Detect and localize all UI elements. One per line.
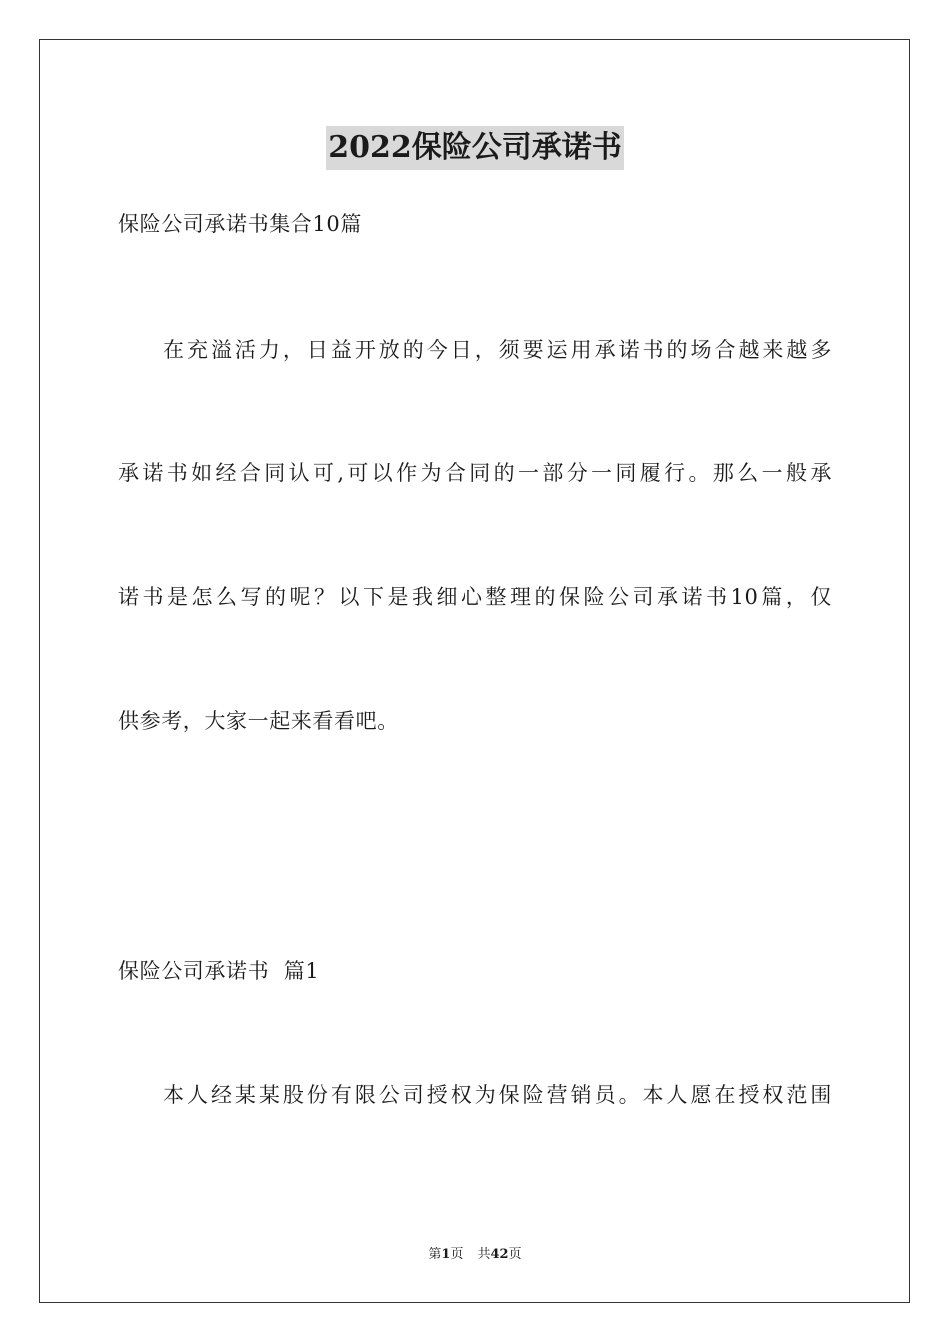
document-subtitle: 保险公司承诺书集合10篇 bbox=[118, 212, 362, 236]
section-paragraph-line-1: 本人经某某股份有限公司授权为保险营销员。本人愿在授权范围 bbox=[163, 1083, 832, 1107]
intro-paragraph-line-4: 供参考，大家一起来看看吧。 bbox=[118, 709, 399, 733]
footer-total-suffix: 页 bbox=[508, 1247, 522, 1262]
title-container bbox=[0, 126, 950, 170]
footer-page-suffix: 页 bbox=[450, 1247, 464, 1262]
footer-page-number: 1 bbox=[441, 1247, 451, 1262]
intro-paragraph-line-3: 诺书是怎么写的呢？以下是我细心整理的保险公司承诺书10篇，仅 bbox=[118, 585, 832, 609]
footer-total-prefix: 共 bbox=[477, 1247, 491, 1262]
intro-paragraph-line-2: 承诺书如经合同认可,可以作为合同的一部分一同履行。那么一般承 bbox=[118, 461, 832, 485]
intro-paragraph-line-1: 在充溢活力，日益开放的今日，须要运用承诺书的场合越来越多 bbox=[163, 338, 832, 362]
page-footer bbox=[0, 1246, 950, 1264]
footer-page-prefix: 第 bbox=[428, 1247, 442, 1262]
document-title: 2022保险公司承诺书 bbox=[326, 126, 624, 170]
footer-total-pages: 42 bbox=[490, 1247, 509, 1262]
section-heading: 保险公司承诺书 篇1 bbox=[118, 959, 320, 983]
